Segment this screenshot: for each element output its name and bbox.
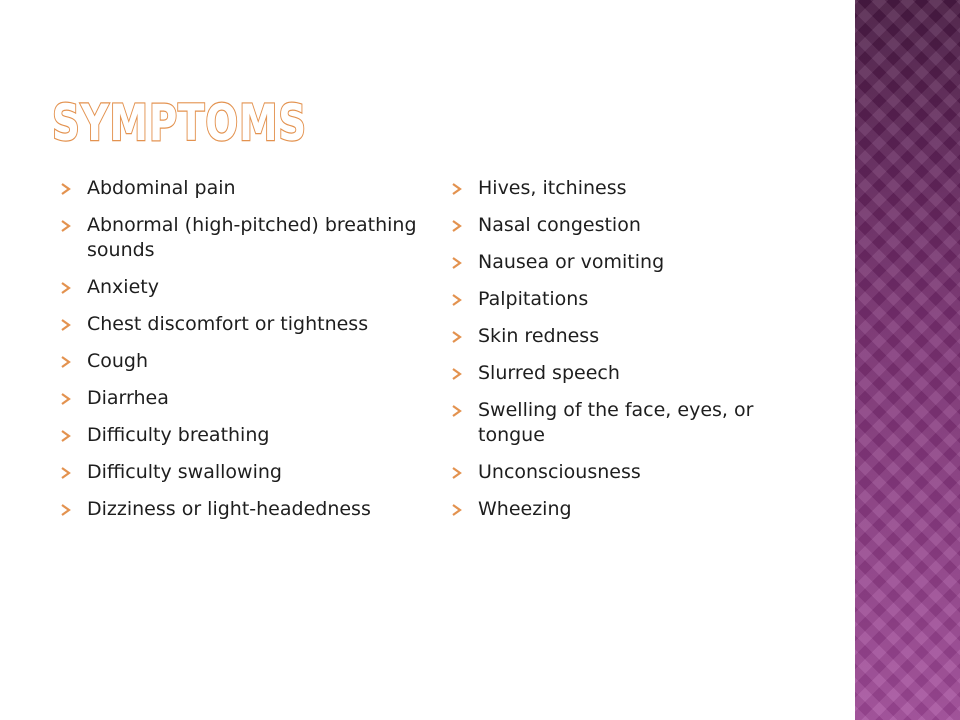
- list-item-label: Anxiety: [87, 276, 159, 298]
- list-item-label: Palpitations: [478, 288, 589, 310]
- list-item: [60, 275, 420, 300]
- arrow-right-icon: [60, 393, 72, 405]
- arrow-right-icon: [60, 282, 72, 294]
- arrow-right-icon: [451, 220, 463, 232]
- list-item-label: Abdominal pain: [87, 177, 236, 199]
- list-item-label: Dizziness or light-headedness: [87, 498, 371, 520]
- decorative-side-band: [855, 0, 960, 720]
- arrow-right-icon: [451, 504, 463, 516]
- slide-title-text: Symptoms: [52, 94, 307, 152]
- list-item-label: Chest discomfort or tightness: [87, 313, 369, 335]
- list-item-label: Difficulty breathing: [87, 424, 270, 446]
- arrow-right-icon: [451, 294, 463, 306]
- list-item: [451, 176, 823, 201]
- list-item: [451, 460, 823, 485]
- list-item: [451, 324, 823, 349]
- list-item: [451, 213, 823, 238]
- arrow-right-icon: [451, 331, 463, 343]
- arrow-right-icon: [451, 183, 463, 195]
- arrow-right-icon: [60, 183, 72, 195]
- list-item-label: Nasal congestion: [478, 214, 641, 236]
- list-item: [60, 213, 420, 263]
- list-item-label: Slurred speech: [478, 362, 620, 384]
- arrow-right-icon: [60, 430, 72, 442]
- list-item-label: Unconsciousness: [478, 461, 641, 483]
- symptom-list-right: [451, 176, 823, 534]
- list-item: [451, 287, 823, 312]
- list-item-label: Difficulty swallowing: [87, 461, 282, 483]
- arrow-right-icon: [451, 368, 463, 380]
- symptom-list-left: [60, 176, 420, 534]
- list-item: [451, 361, 823, 386]
- list-item-label: Abnormal (high-pitched) breathing sounds: [87, 214, 417, 261]
- arrow-right-icon: [60, 504, 72, 516]
- arrow-right-icon: [60, 220, 72, 232]
- list-item: [451, 250, 823, 275]
- arrow-right-icon: [60, 319, 72, 331]
- list-item-label: Hives, itchiness: [478, 177, 627, 199]
- list-item: [60, 349, 420, 374]
- list-item-label: Wheezing: [478, 498, 572, 520]
- list-item-label: Swelling of the face, eyes, or tongue: [478, 399, 754, 446]
- arrow-right-icon: [451, 257, 463, 269]
- list-item: [60, 423, 420, 448]
- arrow-right-icon: [451, 405, 463, 417]
- list-item: [451, 398, 823, 448]
- list-item: [60, 176, 420, 201]
- list-item: [60, 386, 420, 411]
- list-item: [451, 497, 823, 522]
- list-item-label: Diarrhea: [87, 387, 169, 409]
- list-item: [60, 497, 420, 522]
- list-item-label: Skin redness: [478, 325, 600, 347]
- slide-title: [50, 92, 380, 152]
- list-item-label: Cough: [87, 350, 149, 372]
- arrow-right-icon: [60, 467, 72, 479]
- list-item: [60, 460, 420, 485]
- arrow-right-icon: [451, 467, 463, 479]
- arrow-right-icon: [60, 356, 72, 368]
- list-item: [60, 312, 420, 337]
- list-item-label: Nausea or vomiting: [478, 251, 665, 273]
